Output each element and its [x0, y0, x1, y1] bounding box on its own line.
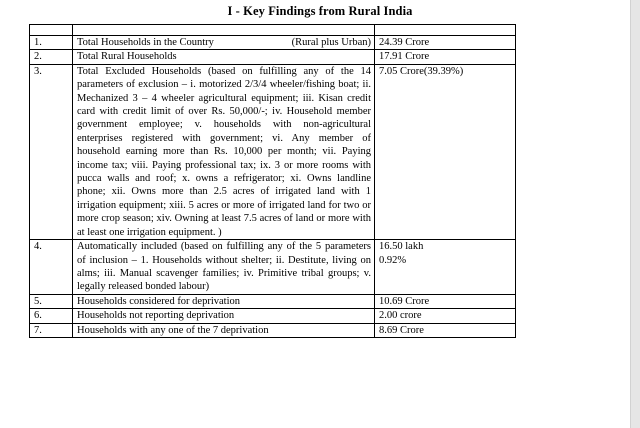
- row-description: Total Excluded Households (based on fulfilling any of the 14 parameters of exclusion – i. motorized 2/3/4 wheeler/fishing boat; ii. Mechanized 3 – 4 wheeler agricultural equipment; iii. Kisan credit card with credit limit of over Rs. 50,000/-; iv. Household member government employee; v. households with non-agricultural enterprises registered with government; vi. Any member of household earning more than Rs. 10,000 per month; vii. Paying income tax; viii. Paying professional tax; ix. 3 or more rooms with pucca walls and roof; x. owns a refrigerator; xi. Owns landline phone; xii. Owns more than 2.5 acres of irrigated land with 1 irrigation equipment; xiii. 5 acres or more of irrigated land for two or more crop season; xiv. Owning at least 7.5 acres of land or more with at least one irrigation equipment. ): [73, 64, 375, 239]
- row-number: 1.: [30, 36, 73, 50]
- row-number: 7.: [30, 323, 73, 337]
- table-row: [30, 64, 516, 239]
- table-row: [30, 294, 516, 308]
- row-description: [73, 36, 375, 50]
- table-row: [30, 36, 516, 50]
- row-description: Households considered for deprivation: [73, 294, 375, 308]
- row-value: [375, 240, 516, 295]
- row-value: 10.69 Crore: [375, 294, 516, 308]
- header-cell: [375, 25, 516, 36]
- header-cell: [30, 25, 73, 36]
- row-description: Total Rural Households: [73, 50, 375, 64]
- table-header-row: [30, 25, 516, 36]
- row-value: 2.00 crore: [375, 309, 516, 323]
- row-value: 7.05 Crore(39.39%): [375, 64, 516, 239]
- row-description: Households with any one of the 7 deprivation: [73, 323, 375, 337]
- row-value: 17.91 Crore: [375, 50, 516, 64]
- table-row: [30, 323, 516, 337]
- row-number: 5.: [30, 294, 73, 308]
- row-number: 2.: [30, 50, 73, 64]
- row-description-text: Total Households in the Country: [77, 37, 214, 48]
- row-number: 4.: [30, 240, 73, 295]
- table-row: [30, 50, 516, 64]
- row-number: 3.: [30, 64, 73, 239]
- header-cell: [73, 25, 375, 36]
- row-description: Automatically included (based on fulfilling any of the 5 parameters of inclusion – 1. Households without shelter; ii. Destitute, living on alms; iii. Manual scavenger families; iv. Primitive tribal groups; v. legally released bonded labour): [73, 240, 375, 295]
- findings-table: [29, 24, 516, 338]
- row-value: 8.69 Crore: [375, 323, 516, 337]
- row-number: 6.: [30, 309, 73, 323]
- row-value: 24.39 Crore: [375, 36, 516, 50]
- table-row: [30, 240, 516, 295]
- scrollbar[interactable]: [630, 0, 640, 428]
- page-title: I - Key Findings from Rural India: [227, 4, 413, 18]
- row-value-secondary: 0.92%: [379, 254, 407, 266]
- table-row: [30, 309, 516, 323]
- row-value-primary: 16.50 lakh: [379, 241, 424, 253]
- row-description: Households not reporting deprivation: [73, 309, 375, 323]
- row-description-note: (Rural plus Urban): [291, 37, 371, 48]
